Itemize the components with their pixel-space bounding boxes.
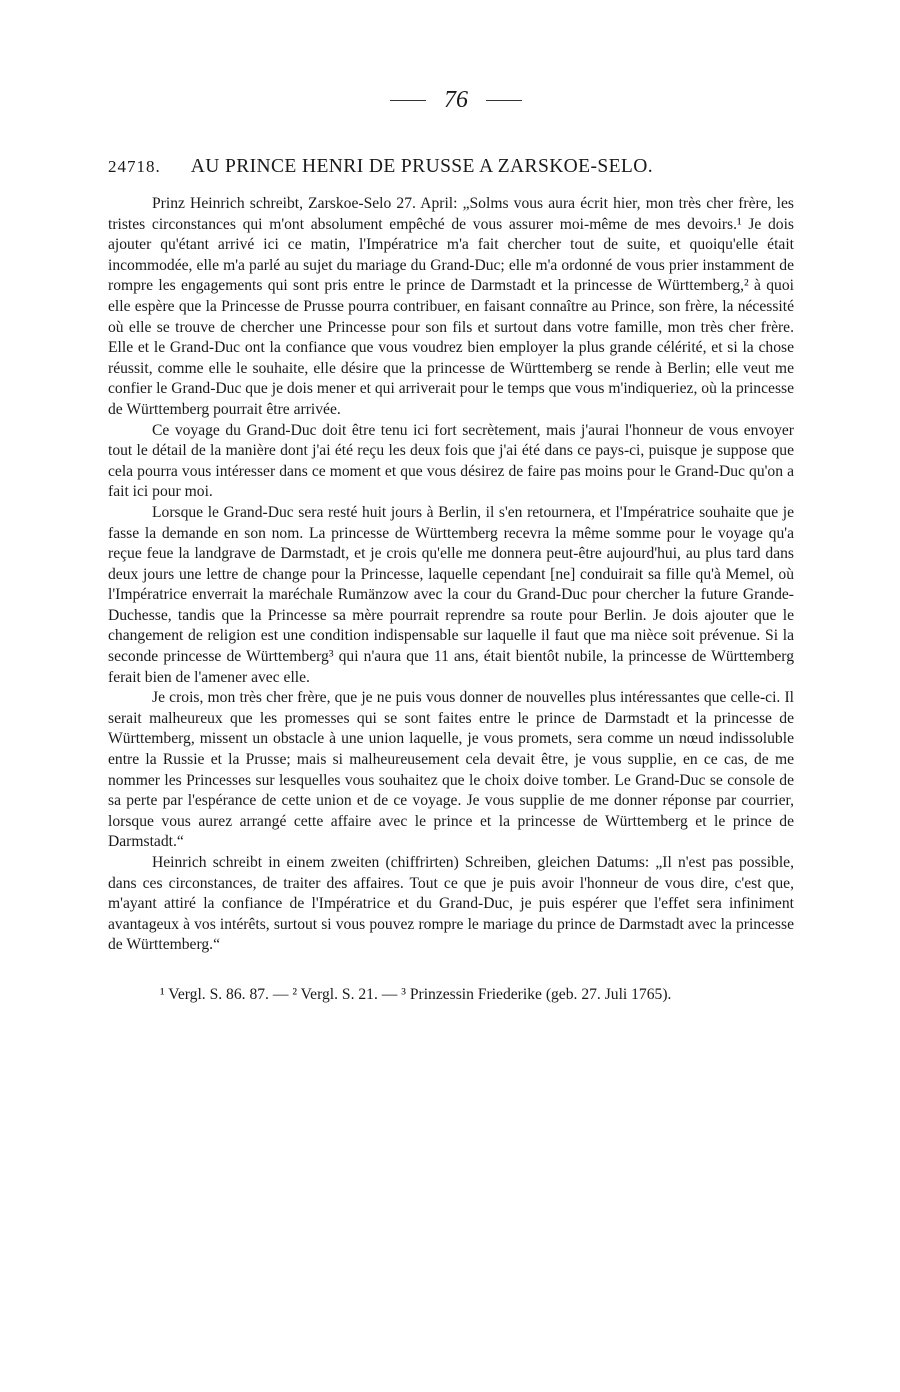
paragraph-3: Lorsque le Grand-Duc sera resté huit jours à Berlin, il s'en retournera, et l'Impératrice souhaite que je fasse la demande en son nom. La princesse de Württemberg recevra la même somme pour le voyage qu'a reçue feue la landgrave de Darmstadt, et je crois qu'elle me donnera peut-être aujourd'hui, au plus tard dans deux jours une lettre de change pour la Princesse, laquelle cependant [ne] conduirait sa fille qu'à Memel, où l'Impératrice enverrait la maréchale Rumänzow avec la cour du Grand-Duc pour chercher la future Grande-Duchesse, tandis que la Princesse sa mère pourrait reprendre sa route pour Berlin. Je dois ajouter que le changement de religion est une condition indispensable sur laquelle il faut que ma nièce soit prévenue. Si la seconde princesse de Württemberg³ qui n'aura que 11 ans, était bientôt nubile, la princesse de Württemberg ferait bien de l'amener avec elle. [108, 503, 794, 686]
page-header [118, 80, 794, 120]
letter-title: AU PRINCE HENRI DE PRUSSE A ZARSKOE-SELO. [190, 156, 653, 177]
letter-heading [108, 156, 794, 178]
paragraph-1: Prinz Heinrich schreibt, Zarskoe-Selo 27. April: „Solms vous aura écrit hier, mon très cher frère, les tristes circonstances qui m'ont absolument empêché de vous assurer moi-même de mes devoirs.¹ Je dois ajouter qu'étant arrivé ici ce matin, l'Impératrice m'a fait chercher tout de suite, et quoiqu'elle était incommodée, elle m'a parlé au sujet du mariage du Grand-Duc; elle m'a ordonné de vous prier instamment de rompre les engagements qui sont pris entre le prince de Darmstadt et la princesse de Württemberg,² à quoi elle espère que la Princesse de Prusse pourra contribuer, en faisant connaître au Prince, son frère, la nécessité où elle se trouve de chercher une Princesse pour son fils et surtout dans votre famille, mon très cher frère. Elle et le Grand-Duc ont la confiance que vous voudrez bien employer la plus grande célérité, et si la chose réussit, comme elle le souhaite, elle désire que la princesse de Württemberg se rende à Berlin; elle veut me confier le Grand-Duc que je dois mener et qui arriverait pour le temps que vous m'indiqueriez, où la princesse de Württemberg pourrait être arrivée. [108, 195, 794, 418]
paragraph-4: Je crois, mon très cher frère, que je ne puis vous donner de nouvelles plus intéressantes que celle-ci. Il serait malheureux que les promesses qui se sont faites entre le prince de Darmstadt et la princesse de Württemberg, missent un obstacle à une union laquelle, je vous promets, sera comme un nœud indissoluble entre la Russie et la Prusse; mais si malheureusement cela devait être, je vous supplie, en ce cas, de me nommer les Princesses sur lesquelles vous souhaitez que le choix doive tomber. Le Grand-Duc se console de sa perte par l'espérance de cette union et de ce voyage. Je vous supplie de me donner réponse par courrier, lorsque vous aurez arrangé cette affaire avec le prince et la princesse de Württemberg et le prince de Darmstadt.“ [108, 689, 794, 851]
left-rule [390, 100, 426, 101]
letter-body [108, 194, 794, 956]
document-page [108, 80, 794, 1005]
page-number: 76 [444, 86, 468, 113]
letter-number: 24718. [108, 157, 161, 176]
paragraph-5: Heinrich schreibt in einem zweiten (chiffrirten) Schreiben, gleichen Datums: „Il n'est pas possible, dans ces circonstances, de traiter des affaires. Tout ce que je puis avoir l'honneur de vous dire, c'est que, m'ayant attiré la confiance de l'Impératrice et du Grand-Duc, je puis espérer que l'effet sera infiniment avantageux à vos intérêts, surtout si vous pouvez rompre le mariage du prince de Darmstadt avec la princesse de Württemberg.“ [108, 854, 794, 954]
footnotes: ¹ Vergl. S. 86. 87. — ² Vergl. S. 21. — ³ Prinzessin Friederike (geb. 27. Juli 1765). [160, 985, 672, 1003]
paragraph-2: Ce voyage du Grand-Duc doit être tenu ici fort secrètement, mais j'aurai l'honneur de vous envoyer tout le détail de la manière dont j'ai été reçu les deux fois que j'ai été dans ce pays-ci, puisque je suppose que cela pourra vous intéresser dans ce moment et que vous désirez de faire pas moins pour le Grand-Duc qu'on a fait ici pour moi. [108, 421, 794, 501]
right-rule [486, 100, 522, 101]
